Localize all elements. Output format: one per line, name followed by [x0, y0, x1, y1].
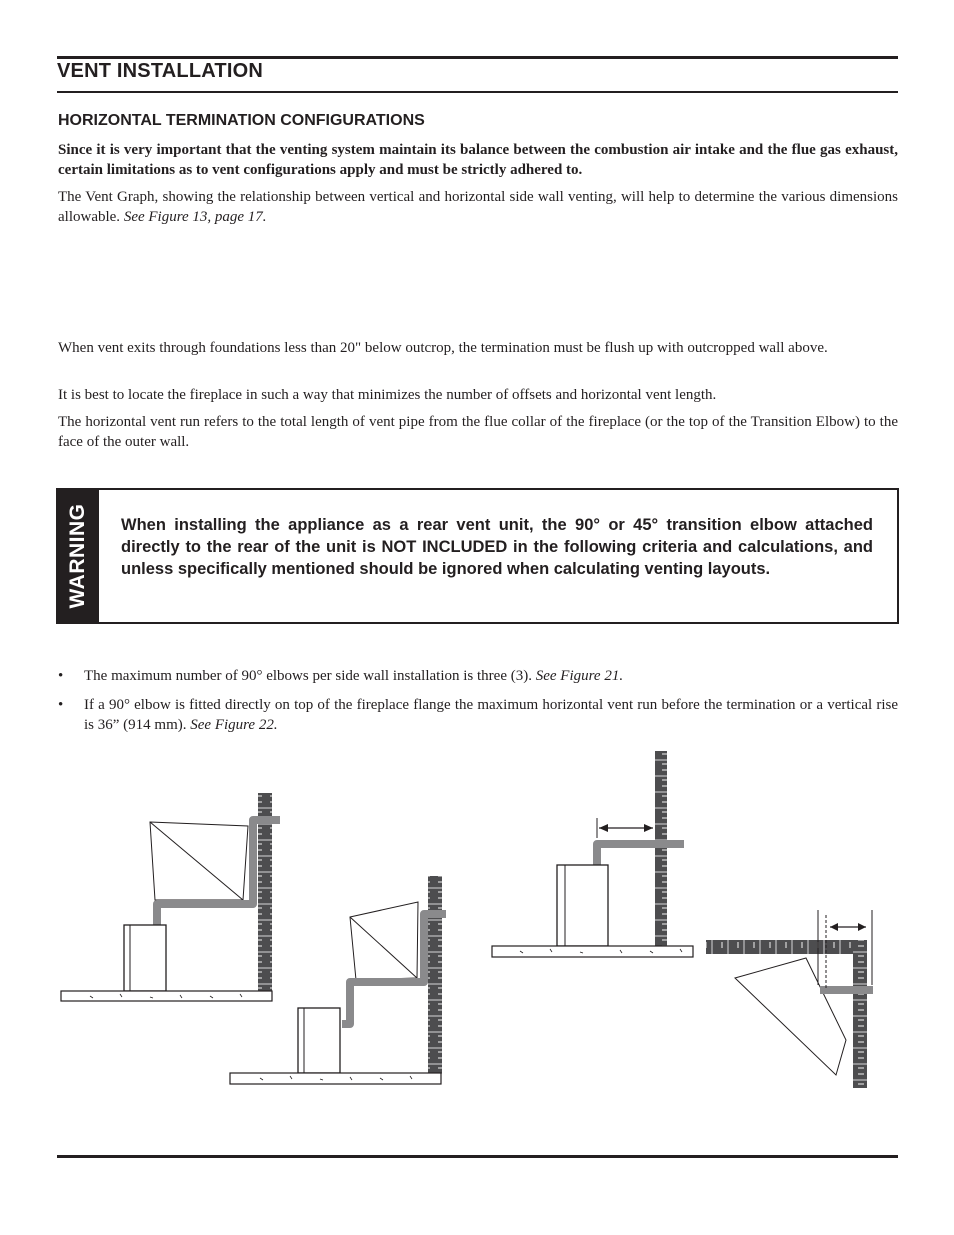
- bullet-marker: •: [58, 668, 64, 684]
- vent-graph-paragraph: [58, 187, 898, 227]
- bullet-text: The maximum number of 90° elbows per side wall installation is three (3).: [84, 668, 532, 684]
- warning-tab: [58, 490, 99, 622]
- warning-text: When installing the appliance as a rear vent unit, the 90° or 45° transition elbow attached directly to the rear of the unit is NOT INCLUDED in the following criteria and calculations, and unless specifically mentioned should be ignored when calculating venting layouts.: [121, 516, 873, 578]
- framing-diagonal: [150, 822, 243, 900]
- foundation-paragraph: When vent exits through foundations less than 20" below outcrop, the termination must be flush up with outcropped wall above.: [58, 340, 828, 356]
- list-item: [58, 666, 898, 686]
- dimension-arrow-left: [599, 824, 608, 832]
- floor: [61, 991, 272, 1001]
- bullet-text: If a 90° elbow is fitted directly on top of the fireplace flange the maximum horizontal vent run before the termination or a vertical rise is 36” (914 mm).: [84, 697, 898, 733]
- list-item: [58, 695, 898, 735]
- wall: [428, 876, 442, 1074]
- figure-21-reference: See Figure 21.: [535, 668, 624, 684]
- figure-22-reference: See Figure 22.: [190, 717, 278, 733]
- dimension-arrow-right: [644, 824, 653, 832]
- warning-box: [56, 488, 899, 624]
- outcrop-slab: [706, 940, 856, 954]
- wall: [853, 940, 867, 1088]
- title-underline: [57, 91, 898, 93]
- intro-paragraph: Since it is very important that the venting system maintain its balance between the combustion air intake and the flue gas exhaust, certain limitations as to vent configurations apply and must be strictly adhered to.: [58, 142, 898, 178]
- floor: [492, 946, 693, 957]
- figure-13-reference: See Figure 13, page 17.: [123, 209, 267, 225]
- section-heading: HORIZONTAL TERMINATION CONFIGURATIONS: [58, 112, 425, 129]
- bullet-marker: •: [58, 697, 64, 713]
- diagram-three-elbows: [61, 793, 280, 1001]
- framing-outline: [350, 902, 418, 980]
- diagram-outcrop-termination: [706, 910, 873, 1088]
- diagram-top-elbow-run: [492, 751, 693, 957]
- locate-paragraph: It is best to locate the fireplace in such a way that minimizes the number of offsets and horizontal vent length.: [58, 387, 717, 403]
- framing-diagonal: [350, 917, 417, 978]
- wall: [655, 751, 667, 948]
- bottom-rule: [57, 1155, 898, 1158]
- vent-pipe: [597, 844, 684, 865]
- framing-outline: [735, 958, 846, 1075]
- top-rule: [57, 56, 898, 59]
- vent-illustrations: [0, 740, 954, 1100]
- vent-graph-text: The Vent Graph, showing the relationship between vertical and horizontal side wall venting, will help to determine the various dimensions allowable.: [58, 189, 898, 225]
- warning-label: WARNING: [66, 503, 89, 609]
- dimension-arrow-right: [858, 923, 866, 931]
- vent-run-paragraph: The horizontal vent run refers to the total length of vent pipe from the flue collar of the fireplace (or the top of the Transition Elbow) to the face of the outer wall.: [58, 414, 898, 450]
- page-title: VENT INSTALLATION: [57, 60, 263, 82]
- dimension-arrow-left: [830, 923, 838, 931]
- criteria-list: [58, 666, 898, 744]
- floor: [230, 1073, 441, 1084]
